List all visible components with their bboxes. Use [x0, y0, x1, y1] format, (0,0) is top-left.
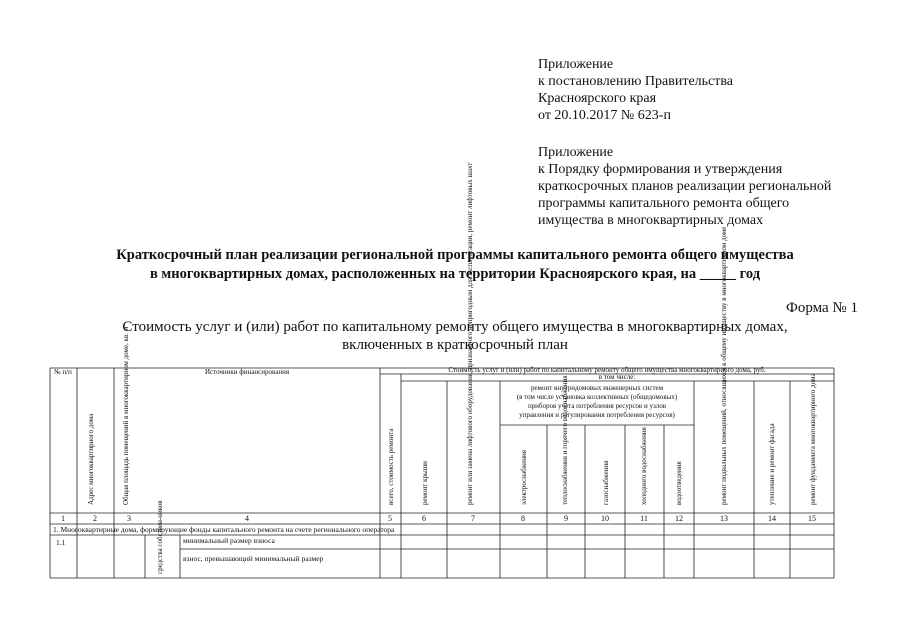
header-gas: газоснабжения: [602, 460, 610, 505]
header-total: всего, стоимость ремонта: [387, 428, 395, 505]
appendix-line: к постановлению Правительства: [538, 74, 734, 89]
header-heat: теплоснабжения и горячего водоснабжения: [561, 375, 569, 505]
header-area: [122, 326, 130, 505]
header-no: № п/п: [54, 368, 72, 376]
form-label: Форма № 1: [786, 300, 858, 316]
min-payment-label: минимальный размер взноса: [183, 536, 275, 545]
owner-funds-label: средства собствен-ников: [156, 500, 164, 574]
column-number: 12: [675, 514, 683, 523]
title-line-1: Краткосрочный план реализации региональной программы капитального ремонта общего имущества: [116, 247, 794, 263]
header-systems-line-1: ремонт внутридомовых инженерных систем: [530, 384, 664, 392]
column-number: 9: [564, 514, 568, 523]
column-number: 6: [422, 514, 426, 523]
column-number: 3: [127, 514, 131, 523]
header-electric: электроснабжения: [520, 449, 528, 505]
column-number: 15: [808, 514, 816, 523]
header-cost-group: Стоимость услуг и (или) работ по капитальному ремонту общего имущества многоквартирного дома, руб.: [448, 366, 766, 374]
table-grid: [50, 368, 834, 578]
column-number: 11: [640, 514, 648, 523]
header-address: Адрес многоквартирного дома: [87, 413, 95, 505]
header-foundation: ремонт фундамента многоквартирного дома: [809, 373, 817, 505]
appendix-line: Приложение: [538, 57, 614, 72]
header-including: в том числе:: [598, 373, 636, 381]
header-facade: утепление и ремонт фасада: [768, 423, 776, 505]
column-number: 7: [471, 514, 475, 523]
column-number: 14: [768, 514, 776, 523]
section-1-label: 1. Многоквартирные дома, формирующие фонды капитального ремонта на счете регионального оператора: [53, 525, 395, 534]
header-systems-line-4: управления и регулирования потребления ресурсов): [519, 411, 675, 419]
header-roof: ремонт крыши: [421, 461, 429, 505]
subtitle-line-2: включенных в краткосрочный план: [342, 337, 568, 353]
header-lift: ремонт или замена лифтового оборудования, признанного непригодным для эксплуатации, ремонт лифтовых шахт: [466, 162, 474, 505]
header-systems-line-2: (в том числе установка коллективных (общедомовых): [516, 393, 678, 401]
column-number: 4: [245, 514, 249, 523]
column-number: 5: [388, 514, 392, 523]
header-basement: ремонт подвальных помещений, относящихся к общему имуществу в многоквартирном доме: [720, 226, 728, 505]
column-number: 1: [61, 514, 65, 523]
column-number-row: [61, 514, 816, 523]
header-systems-line-3: приборов учета потребления ресурсов и узлов: [527, 402, 667, 410]
column-number: 10: [601, 514, 609, 523]
subtitle-line-1: Стоимость услуг и (или) работ по капитальному ремонту общего имущества в многоквартирных домах,: [122, 319, 788, 335]
appendix-line: имущества в многоквартирных домах: [538, 213, 764, 228]
column-number: 8: [521, 514, 525, 523]
column-number: 2: [93, 514, 97, 523]
header-drain: водоотведения: [675, 461, 683, 505]
over-min-payment-label: взнос, превышающий минимальный размер: [183, 554, 324, 563]
appendix-line: программы капитального ремонта общего: [538, 196, 790, 211]
header-sources: Источники финансирования: [204, 368, 290, 376]
appendix-line: от 20.10.2017 № 623-п: [538, 108, 671, 123]
title-line-2: в многоквартирных домах, расположенных на территории Красноярского края, на _____ год: [149, 266, 761, 282]
row-1-1-number: 1.1: [56, 538, 66, 547]
header-cold-water: холодного водоснабжения: [640, 427, 648, 505]
header-area-text: Общая площадь помещений в многоквартирном доме, кв. м: [122, 326, 130, 505]
appendix-line: Красноярского края: [538, 91, 657, 106]
appendix-line: к Порядку формирования и утверждения: [538, 162, 783, 177]
appendix-line: Приложение: [538, 145, 614, 160]
column-number: 13: [720, 514, 728, 523]
appendix-line: краткосрочных планов реализации региональной: [538, 179, 832, 194]
